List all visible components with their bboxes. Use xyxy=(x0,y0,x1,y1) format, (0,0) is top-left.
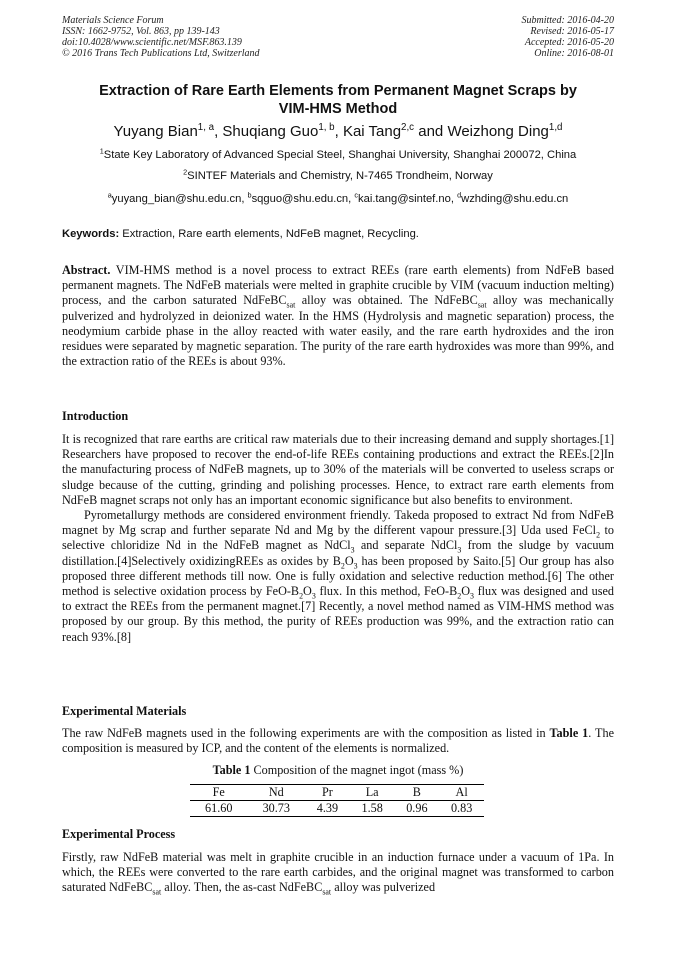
title-line-2: VIM-HMS Method xyxy=(278,101,398,117)
abstract-label: Abstract. xyxy=(62,263,111,277)
text: and separate NdCl xyxy=(354,538,458,553)
subscript: 3 xyxy=(311,591,316,601)
author-name: Shuqiang Guo xyxy=(222,123,319,140)
subscript: 3 xyxy=(457,545,462,555)
author-name: Weizhong Ding xyxy=(447,123,549,140)
materials-body xyxy=(62,726,614,756)
table-reference: Table 1 xyxy=(549,726,589,740)
email-list: $^a$yuyang_bian@shu.edu.cn, $^b$sqguo@shu.edu.cn, $^c$kai.tang@sintef.no, $^d$wzhding@shu.edu.cn xyxy=(107,190,569,205)
author-affiliation-mark: 1, b xyxy=(318,122,335,133)
text: flux was designed and used to extract the REEs from the permanent magnet.[7] Recently, a novel method named as VIM-HMS method was proposed by our group. By this method, the purity of REEs production was 99%, and the extraction ratio can reach 93%.[8] xyxy=(62,584,614,644)
introduction-body xyxy=(62,432,614,645)
affiliation-text: State Key Laboratory of Advanced Special Steel, Shanghai University, Shanghai 200072, China xyxy=(103,149,577,161)
subscript: 2 xyxy=(457,591,462,601)
publication-dates xyxy=(522,15,615,59)
text: O xyxy=(461,584,470,599)
date-revised: Revised: 2016-05-17 xyxy=(530,26,614,37)
text: O xyxy=(344,553,354,568)
text: flux. In this method, FeO-B xyxy=(315,584,458,599)
composition-table xyxy=(190,784,484,817)
date-submitted: Submitted: 2016-04-20 xyxy=(521,15,614,26)
table-cell: 0.96 xyxy=(395,801,440,817)
journal-name: Materials Science Forum xyxy=(62,15,164,26)
email-link[interactable]: kai.tang@sintef.no xyxy=(358,193,451,205)
author-affiliation-mark: 2,c xyxy=(401,122,415,133)
keywords-text: Extraction, Rare earth elements, NdFeB magnet, Recycling. xyxy=(119,228,419,240)
journal-issn: ISSN: 1662-9752, Vol. 863, pp 139-143 xyxy=(62,26,220,37)
table-header-cell: Pr xyxy=(305,785,350,801)
affiliation-1 xyxy=(62,148,614,162)
text: to selective chloridize Nd in the NdFeB magnet as NdCl xyxy=(62,523,615,553)
date-online: Online: 2016-08-01 xyxy=(534,48,614,59)
table-header-cell: Al xyxy=(439,785,484,801)
subscript: 2 xyxy=(596,530,601,540)
subscript: 2 xyxy=(299,591,304,601)
email-link[interactable]: sqguo@shu.edu.cn xyxy=(251,193,349,205)
text: Firstly, raw NdFeB material was melt in graphite crucible in an induction furnace under a vacuum of 1Pa. In which, the REEs were converted to the rare earth carbides, and the original magnet was transformed to carbon saturated NdFeBC xyxy=(62,850,614,895)
text: The raw NdFeB magnets used in the following experiments are with the composition as listed in xyxy=(62,726,550,740)
text: Pyrometallurgy methods are considered environment friendly. Takeda proposed to extract Nd from NdFeB magnet by Mg scrap and further separate Nd and Mg by the different vapour pressure.[3] Uda used FeCl xyxy=(62,508,614,538)
text: O xyxy=(303,584,312,599)
author-affiliation-mark: 1, a xyxy=(197,122,215,133)
subscript: 3 xyxy=(350,545,355,555)
section-heading-introduction: Introduction xyxy=(62,409,129,423)
table-header-cell: Fe xyxy=(190,785,248,801)
table-cell: 1.58 xyxy=(350,801,395,817)
email-mark: b xyxy=(247,190,252,200)
paper-title xyxy=(62,82,614,118)
separator: , xyxy=(334,123,343,140)
table-cell: 4.39 xyxy=(305,801,350,817)
table-caption xyxy=(62,763,614,778)
table-header-cell: La xyxy=(350,785,395,801)
section-heading-materials: Experimental Materials xyxy=(62,704,187,718)
author-name: Yuyang Bian xyxy=(113,123,198,140)
subscript: sat xyxy=(286,300,296,310)
email-mark: a xyxy=(107,190,112,200)
table-header-cell: Nd xyxy=(248,785,306,801)
abstract xyxy=(62,263,614,369)
email-link[interactable]: wzhding@shu.edu.cn xyxy=(461,193,569,205)
subscript: 2 xyxy=(340,561,345,571)
table-cell: 61.60 xyxy=(190,801,248,817)
paragraph xyxy=(62,508,614,645)
date-accepted: Accepted: 2016-05-20 xyxy=(524,37,614,48)
abstract-text: alloy was obtained. The NdFeBC xyxy=(295,293,478,308)
email-mark: d xyxy=(457,190,462,200)
journal-doi: doi:10.4028/www.scientific.net/MSF.863.139 xyxy=(62,37,242,48)
affiliation-mark: 1 xyxy=(99,146,104,156)
separator: , xyxy=(214,123,223,140)
keywords-label: Keywords: xyxy=(62,228,120,240)
affiliation-2 xyxy=(62,169,614,183)
separator: and xyxy=(414,123,448,140)
title-line-1: Extraction of Rare Earth Elements from Permanent Magnet Scraps by xyxy=(99,83,577,99)
author-affiliation-mark: 1,d xyxy=(548,122,563,133)
text: alloy was pulverized xyxy=(331,880,436,895)
paragraph: It is recognized that rare earths are critical raw materials due to their increasing demand and supply shortages.[1] Researchers have proposed to recover the end-of-life REEs containing productions and extract the REEs.[2]In the manufacturing process of NdFeB magnets, up to 30% of the materials will be converted to useless scraps or sludge because of the cutting, grinding and polishing processes. Hence, to extract rare earth elements from NdFeB magnet scraps not only has an important economic significance but also benefits to environment. xyxy=(62,432,614,507)
text: alloy. Then, the as-cast NdFeBC xyxy=(161,880,323,895)
text: from the sludge by vacuum distillation.[4]Selectively oxidizingREEs as oxides by B xyxy=(62,538,614,568)
subscript: 3 xyxy=(470,591,474,601)
text: has been proposed by Saito.[5] Our group has also proposed three different methods till now. One is fully oxidation and selective reduction method.[6] The other method is selective oxidation process by FeO-B xyxy=(62,553,614,599)
affiliation-text: SINTEF Materials and Chemistry, N-7465 Trondheim, Norway xyxy=(187,170,493,182)
email-link[interactable]: yuyang_bian@shu.edu.cn xyxy=(111,193,242,205)
journal-info xyxy=(62,15,260,59)
email-mark: c xyxy=(354,190,359,200)
table-caption-label: Table 1 xyxy=(212,763,251,777)
table-header-cell: B xyxy=(395,785,440,801)
process-body xyxy=(62,850,614,896)
table-row xyxy=(190,801,484,817)
text: . The composition is measured by ICP, and the content of the elements is normalized. xyxy=(62,726,614,756)
abstract-text: VIM-HMS method is a novel process to extract REEs (rare earth elements) from NdFeB based permanent magnets. The NdFeB materials were melted in graphite crucible by VIM (vacuum induction melting) process, and the carbon saturated NdFeBC xyxy=(62,263,614,308)
keywords xyxy=(62,228,419,240)
author-list xyxy=(62,123,614,141)
affiliation-mark: 2 xyxy=(183,167,188,177)
journal-copyright: © 2016 Trans Tech Publications Ltd, Switzerland xyxy=(62,48,260,59)
subscript: sat xyxy=(322,887,332,897)
section-heading-process: Experimental Process xyxy=(62,827,176,841)
author-name: Kai Tang xyxy=(342,123,402,140)
table-header-row xyxy=(190,785,484,801)
subscript: sat xyxy=(152,887,162,897)
subscript: 3 xyxy=(353,561,358,571)
table-cell: 0.83 xyxy=(439,801,484,817)
subscript: sat xyxy=(477,300,487,310)
table-caption-text: Composition of the magnet ingot (mass %) xyxy=(250,763,464,777)
abstract-text: alloy was mechanically pulverized and hydrolyzed in deionized water. In the HMS (Hydrolysis and magnetic separation) process, the neodymium carbide phase in the alloy reacted with water easily, and the rare earth hydroxides and the iron residues were separated by magnetic separation. The purity of the rare earth hydroxides was more than 99%, and the extraction ratio of the REEs is about 93%. xyxy=(62,293,614,369)
table-cell: 30.73 xyxy=(248,801,306,817)
